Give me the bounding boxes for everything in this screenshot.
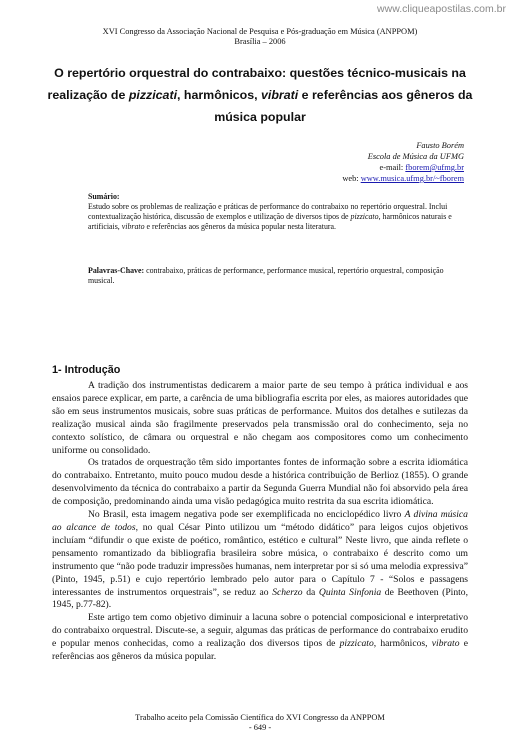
abstract-span: Estudo sobre os problemas de realização e práticas de performance do contrabaixo no repertório orquestral. Inclui contextualização histórica, discussão de exemplos e utilização de diversos tipos de (88, 202, 448, 221)
paragraph-span: No Brasil, esta imagem negativa pode ser exemplificada no enciclopédico livro (88, 509, 405, 521)
term-italic: vibrato (431, 638, 460, 650)
title-text: O repertório orquestral do contrabaixo: questões técnico-musicais na realização de (47, 66, 466, 102)
title-italic: vibrati (261, 88, 299, 102)
paragraph-span: da (302, 586, 319, 598)
section-heading: 1- Introdução (52, 364, 121, 376)
footer-note: Trabalho aceito pela Comissão Científica do XVI Congresso da ANPPOM (135, 713, 385, 722)
abstract-span: , harmônicos naturais e artificiais, (88, 212, 452, 231)
keywords-text: contrabaixo, práticas de performance, performance musical, repertório orquestral, composição musical. (88, 266, 444, 285)
term-italic: pizzicato (339, 638, 374, 650)
work-title-italic: Quinta Sinfonia (318, 586, 382, 598)
conference-header (0, 27, 520, 47)
paragraph-span: , harmônicos, (373, 638, 432, 650)
email-label: e-mail: (379, 163, 406, 172)
title-text: e referências aos gêneros da música popular (214, 88, 473, 124)
conference-name: XVI Congresso da Associação Nacional de Pesquisa e Pós-graduação em Música (ANPPOM) (102, 27, 418, 36)
keywords (88, 266, 460, 286)
page-number: - 649 - (248, 723, 272, 732)
email-link[interactable]: fborem@ufmg.br (405, 163, 464, 172)
paragraph (52, 612, 468, 664)
abstract-italic: vibrato (121, 222, 145, 231)
author-email-line (342, 162, 464, 173)
paragraph-span: de Beethoven (Pinto, 1945, p.77-82). (52, 586, 468, 611)
book-title-italic: A divina música ao alcance de todos (52, 509, 468, 533)
title-italic: pizzicati (128, 88, 178, 102)
author-institution: Escola de Música da UFMG (367, 152, 464, 161)
paragraph-span: e referências aos gêneros da música popular. (52, 638, 468, 663)
page-footer (0, 713, 520, 733)
author-block (342, 140, 464, 184)
work-title-italic: Scherzo (272, 586, 303, 598)
paper-title (36, 62, 484, 128)
web-label: web: (342, 174, 361, 183)
site-watermark: www.cliqueapostilas.com.br (377, 3, 506, 15)
author-web-line (342, 173, 464, 184)
title-text: , harmônicos, (177, 88, 262, 102)
paragraph: Os tratados de orquestração têm sido importantes fontes de informação sobre a escrita idiomática do contrabaixo. Entretanto, muito pouco mudou desde a histórica contribuição de Berlioz (1855). O grande desenvolvimento da técnica do contrabaixo a partir da Segunda Guerra Mundial não foi absorvido pela área de composição, predominando ainda uma visão pedagógica muito restrita da sua escrita idiomática. (52, 457, 468, 508)
abstract-italic: pizzicato (350, 212, 379, 221)
paragraph-span: , no qual César Pinto utilizou um “método didático” para leigos cujos objetivos incluíam “difundir o que existe de poético, romântico, estético e cultural” Neste livro, que ainda reflete o pensamento romantizado da bibliografia brasileira sobre música, o contrabaixo é descrito como um instrumento que “não pode traduzir impressões humanas, nem interpretar por si só uma melodia expressiva” (Pinto, 1945, p.51) e cujo repertório lembrado pelo autor para o Capítulo 7 - “Solos e passagens interessantes de instrumentos orquestrais”, se reduz ao (52, 521, 469, 598)
paragraph (52, 509, 468, 612)
paragraph-span: Este artigo tem como objetivo diminuir a lacuna sobre o potencial composicional e interpretativo do contrabaixo orquestral. Discute-se, a seguir, algumas das práticas de performance do contrabaixo erudito e popular menos conhecidas, como a realização dos diversos tipos de (52, 612, 468, 650)
abstract-span: e referências aos gêneros da música popular nesta literatura. (144, 222, 337, 231)
abstract-label: Sumário: (88, 192, 120, 201)
abstract (88, 192, 460, 232)
paragraph: A tradição dos instrumentistas dedicarem a maior parte de seu tempo à prática individual e aos ensaios parece explicar, em parte, a carência de uma bibliografia escrita por eles, as maiores autoridades que são em seus instrumentos musicais, sobre suas práticas de performance. Muitos dos detalhes e sutilezas da realização musical ainda são fragilmente preservados pela transmissão oral do conhecimento, seja no contexto solístico, de câmara ou orquestral e não chegam aos compositores como um conhecimento uniforme ou consolidado. (52, 380, 468, 456)
web-link[interactable]: www.musica.ufmg.br/~fborem (360, 174, 464, 183)
keywords-label: Palavras-Chave: (88, 266, 145, 275)
section-body (52, 380, 468, 664)
conference-location: Brasília – 2006 (234, 37, 286, 46)
author-name: Fausto Borém (416, 141, 464, 150)
abstract-text (88, 202, 460, 232)
